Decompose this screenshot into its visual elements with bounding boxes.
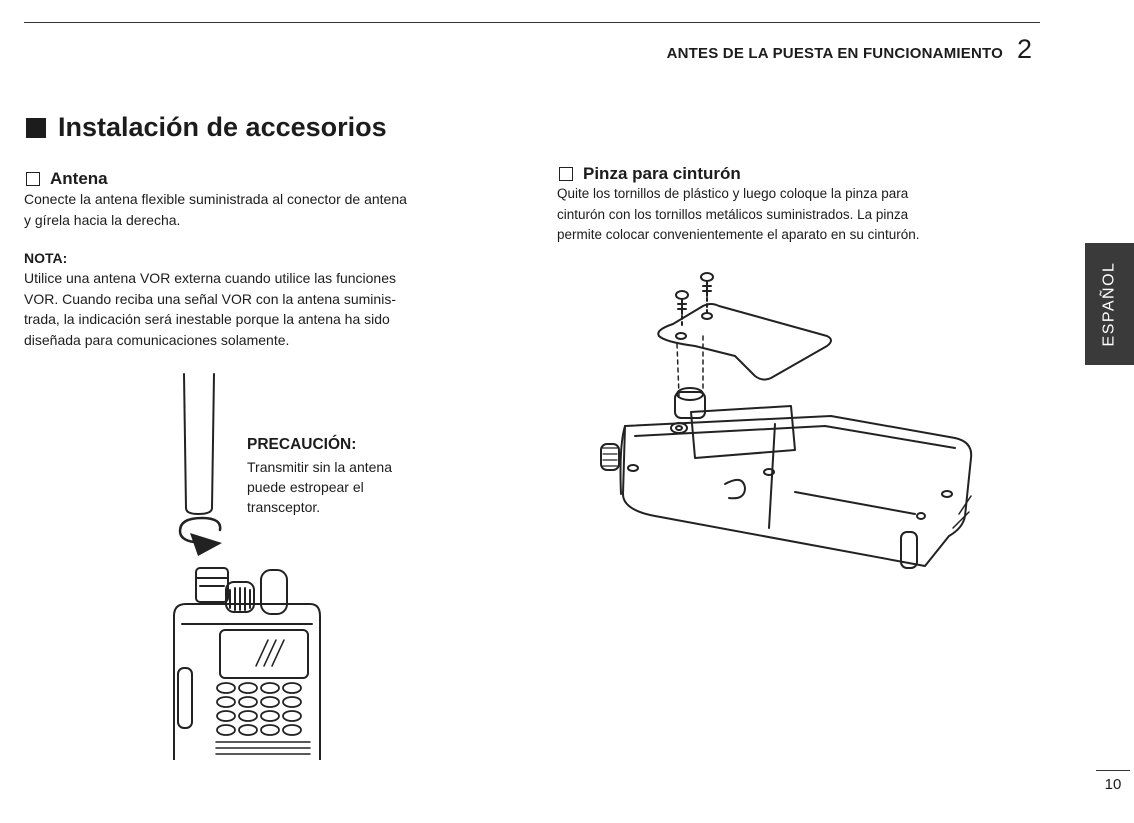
screw-icon bbox=[676, 291, 688, 314]
antenna-radio-illustration bbox=[160, 368, 340, 760]
antena-heading bbox=[26, 169, 108, 189]
precaucion-title: PRECAUCIÓN: bbox=[247, 436, 357, 453]
belt-clip-illustration bbox=[595, 266, 987, 596]
nota-line: diseñada para comunicaciones solamente. bbox=[24, 331, 290, 348]
top-rule bbox=[24, 22, 1040, 23]
section-title: Instalación de accesorios bbox=[58, 112, 387, 142]
nota-line: Utilice una antena VOR externa cuando utilice las funciones bbox=[24, 270, 396, 286]
section-heading bbox=[26, 112, 387, 143]
nota-label: NOTA: bbox=[24, 250, 68, 266]
antena-line: Conecte la antena flexible suministrada al conector de antena bbox=[24, 191, 407, 207]
page-number: 10 bbox=[1096, 770, 1130, 793]
pinza-title: Pinza para cinturón bbox=[583, 164, 741, 183]
pinza-line: permite colocar convenientemente el aparato en su cinturón. bbox=[557, 227, 920, 242]
precaucion-line: puede estropear el bbox=[247, 479, 364, 495]
antena-paragraph bbox=[24, 189, 407, 230]
nota-line: VOR. Cuando reciba una señal VOR con la antena suminis- bbox=[24, 290, 396, 307]
nota-paragraph bbox=[24, 268, 396, 350]
chapter-number: 2 bbox=[1016, 34, 1032, 64]
antena-line: y gírela hacia la derecha. bbox=[24, 211, 181, 228]
language-label: ESPAÑOL bbox=[1100, 261, 1118, 347]
nota-line: trada, la indicación será inestable porque la antena ha sido bbox=[24, 311, 390, 327]
pinza-paragraph bbox=[557, 184, 919, 246]
pinza-heading bbox=[559, 164, 741, 184]
chapter-header bbox=[667, 34, 1032, 65]
filled-square-icon bbox=[26, 118, 46, 138]
pinza-line: Quite los tornillos de plástico y luego coloque la pinza para bbox=[557, 186, 909, 201]
antena-title: Antena bbox=[50, 169, 108, 188]
precaucion-line: transceptor. bbox=[247, 499, 321, 515]
checkbox-square-icon bbox=[26, 172, 40, 186]
chapter-title: ANTES DE LA PUESTA EN FUNCIONAMIENTO bbox=[666, 45, 1003, 62]
precaucion-line: Transmitir sin la antena bbox=[247, 459, 392, 475]
language-side-tab bbox=[1085, 243, 1134, 365]
checkbox-square-icon bbox=[559, 167, 573, 181]
pinza-line: cinturón con los tornillos metálicos suministrados. La pinza bbox=[557, 206, 909, 222]
